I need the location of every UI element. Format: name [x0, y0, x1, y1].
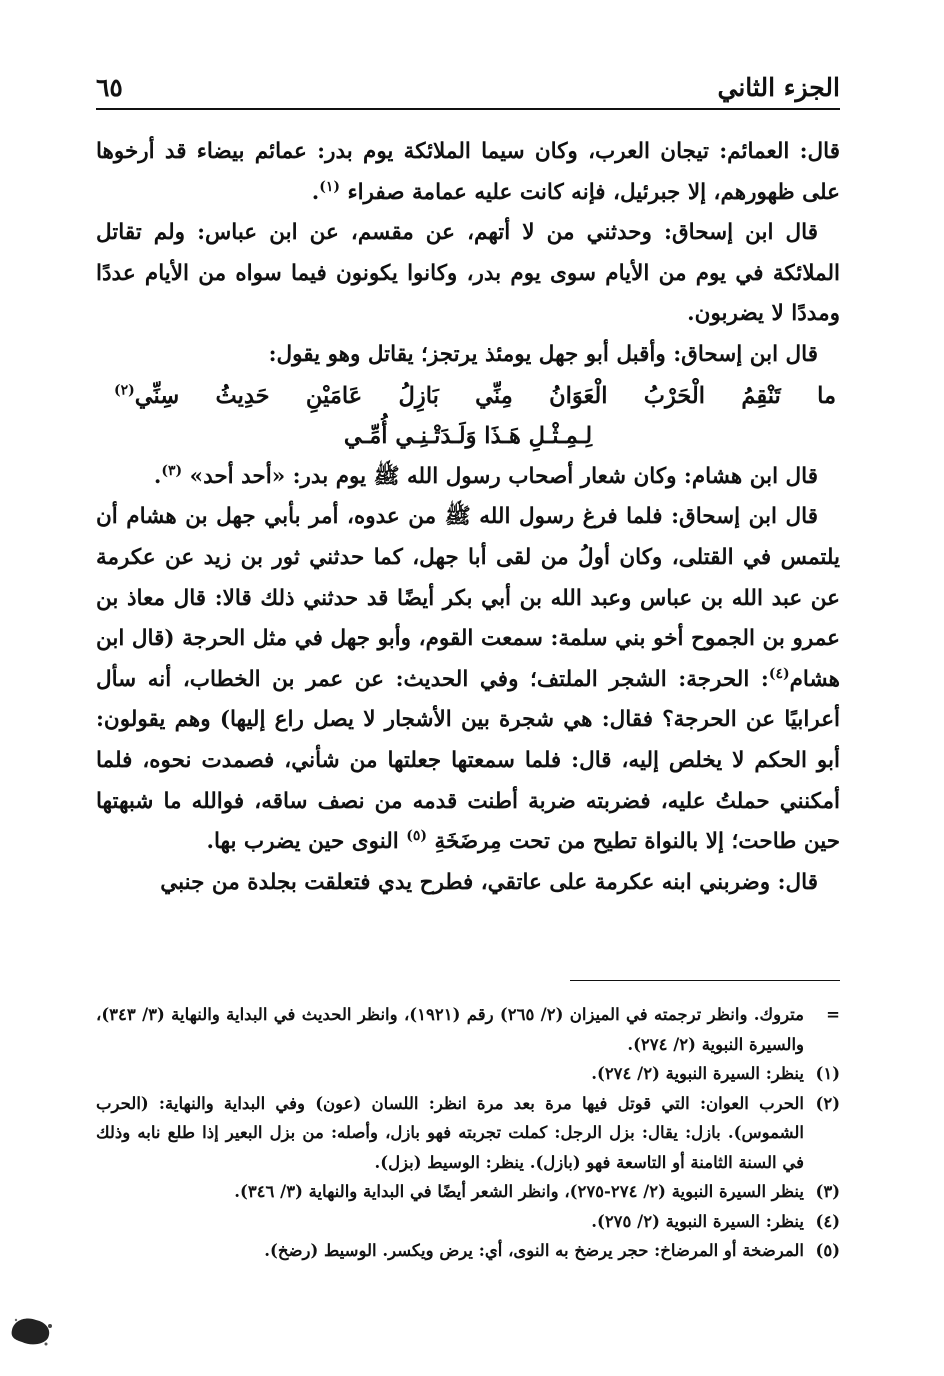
footnotes	[96, 1000, 840, 1266]
paragraph-6: قال: وضربني ابنه عكرمة على عاتقي، فطرح يدي فتعلقت بجلدة من جنبي	[160, 869, 818, 895]
footnote-ref-4[interactable]: (٤)	[768, 665, 790, 682]
footnote-number: (٣)	[815, 1182, 840, 1201]
paragraph-2: قال ابن إسحاق: وحدثني من لا أتهم، عن مقسم، عن ابن عباس: ولم تقاتل الملائكة في يوم من الأيام سوى يوم بدر، وكانوا يكونون فيما سواه من الأيام عددًا ومددًا لا يضربون.	[96, 220, 840, 327]
footnote-ref-3[interactable]: (٣)	[161, 462, 183, 479]
main-text	[96, 132, 840, 903]
footnote-number: =	[826, 1005, 840, 1024]
paragraph-3: قال ابن إسحاق: وأقبل أبو جهل يومئذ يرتجز؛ يقاتل وهو يقول:	[268, 341, 818, 367]
footnote-item	[96, 1207, 840, 1237]
footnote-number: (٥)	[815, 1241, 840, 1260]
paragraph-5: قال ابن إسحاق: فلما فرغ رسول الله ﷺ من عدوه، أمر بأبي جهل بن هشام أن يلتمس في القتلى، وكان أولُ من لقى أبا جهل، كما حدثني ثور بن زيد عن عكرمة عن عبد الله بن عباس وعبد الله بن أبي بكر أيضًا قد حدثني ذلك قالا: قال معاذ بن عمرو بن الجموح أخو بني سلمة: سمعت القوم، وأبو جهل في مثل الحرجة (قال ابن هشام$^{(٤)}$: الحرجة: الشجر الملتف؛ وفي الحديث: عن عمر بن الخطاب، أنه سأل أعرابيًا عن الحرجة؟ فقال: هي شجرة بين الأشجار لا يصل راع إليها) وهم يقولون: أبو الحكم لا يخلص إليه، قال: فلما سمعتها جعلتها من شأني، فصمدت نحوه، فلما أمكنني حملتُ عليه، فضربته ضربة أطنت قدمه من نصف ساقه، فوالله ما شبهتها حين طاحت؛ إلا بالنواة تطيح من تحت مِرضَخَةِ $^{(٥)}$ النوى حين يضرب بها.	[96, 504, 840, 855]
verse-line-1: ما تَنْقِمُ الْحَرْبُ الْعَوَانُ مِنِّي بَازِلُ عَامَيْنِ حَدِيثُ سِنِّي$^{(٢)}$	[114, 382, 836, 409]
paragraph-4: قال ابن هشام: وكان شعار أصحاب رسول الله ﷺ يوم بدر: «أحد أحد» $^{(٣)}$.	[153, 462, 818, 489]
verse-line-2: لِـمِـثْـلِ هَـذَا وَلَـدَتْـنِـي أُمِّـي	[343, 423, 593, 450]
footnote-item	[96, 1059, 840, 1089]
footnote-ref-5[interactable]: (٥)	[406, 827, 428, 844]
footnote-text: المرضخة أو المرضاخ: حجر يرضخ به النوى، أي: يرض ويكسر. الوسيط (رضخ).	[264, 1241, 804, 1260]
book-page	[96, 58, 840, 1348]
footnote-number: (٢)	[815, 1093, 840, 1113]
footnote-separator	[570, 980, 840, 981]
footnote-text: متروك. وانظر ترجمته في الميزان (٢/ ٢٦٥) رقم (١٩٢١)، وانظر الحديث في البداية والنهاية (٣/ ٣٤٣)، والسيرة النبوية (٢/ ٢٧٤).	[96, 1005, 804, 1054]
ink-blot-icon	[8, 1312, 54, 1348]
running-title: الجزء الثاني	[717, 73, 840, 102]
paragraph-1: قال: العمائم: تيجان العرب، وكان سيما الملائكة يوم بدر: عمائم بيضاء قد أرخوها على ظهورهم، إلا جبرئيل، فإنه كانت عليه عمامة صفراء $^{(١)}$.	[96, 139, 840, 205]
footnote-text: ينظر: السيرة النبوية (٢/ ٢٧٥).	[591, 1211, 804, 1231]
footnote-ref-2[interactable]: (٢)	[114, 382, 135, 399]
footnote-text: ينظر السيرة النبوية (٢/ ٢٧٤-٢٧٥)، وانظر الشعر أيضًا في البداية والنهاية (٣/ ٣٤٦).	[234, 1182, 804, 1201]
footnote-ref-1[interactable]: (١)	[319, 178, 340, 195]
footnote-item	[96, 1000, 840, 1059]
footnote-item	[96, 1177, 840, 1207]
footnote-number: (٤)	[815, 1211, 840, 1231]
page-number: ٦٥	[96, 73, 123, 102]
footnote-text: ينظر: السيرة النبوية (٢/ ٢٧٤).	[591, 1064, 804, 1083]
footnote-number: (١)	[815, 1064, 840, 1083]
footnote-item	[96, 1089, 840, 1178]
footnote-item	[96, 1236, 840, 1266]
footnote-text: الحرب العوان: التي قوتل فيها مرة بعد مرة انظر: اللسان (عون) وفي البداية والنهاية: (الحرب الشموس). بازل: يقال: بزل الرجل: كملت تجربته فهو بازل، وأصله: من بزل البعير إذا طلع نابه وذلك في السنة الثامنة أو التاسعة فهو (بازل). ينظر: الوسيط (بزل).	[96, 1093, 804, 1172]
page-header	[96, 58, 840, 110]
